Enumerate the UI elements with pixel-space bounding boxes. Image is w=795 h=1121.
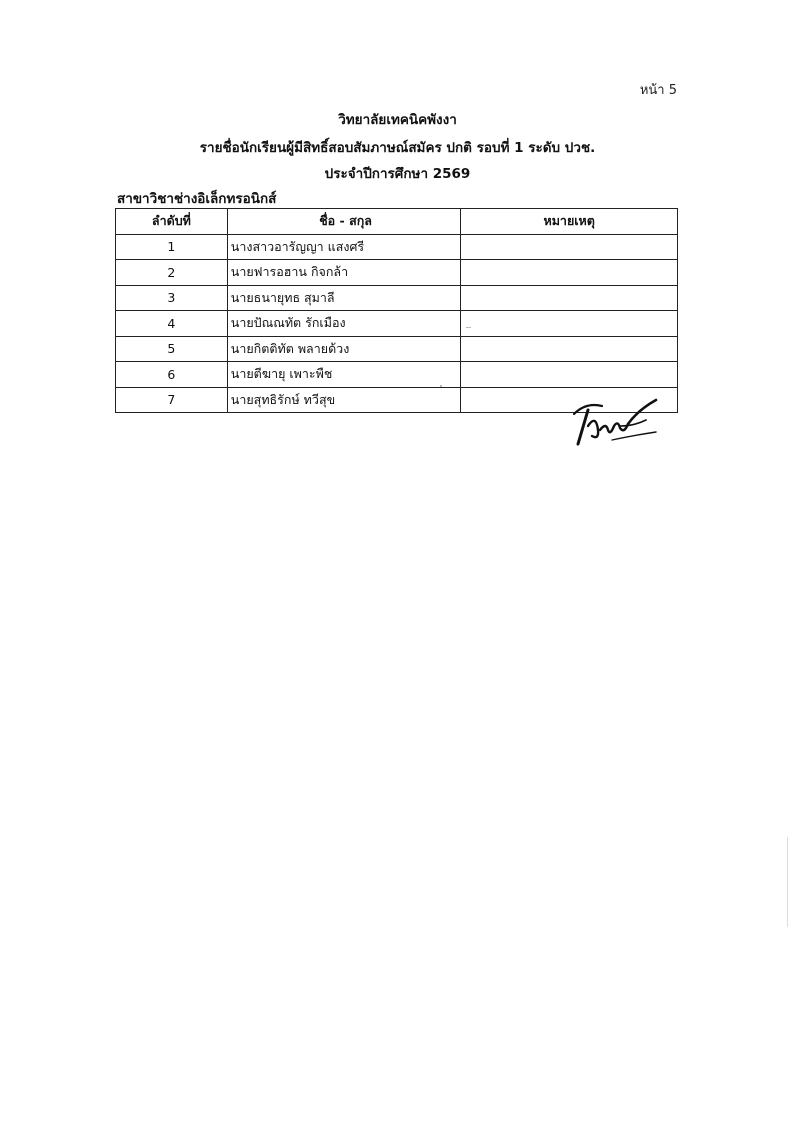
table-row (116, 234, 678, 260)
row-note (461, 260, 678, 286)
table-row (116, 311, 678, 337)
row-name: นายตีฆายุ เพาะพืช (227, 362, 461, 388)
row-number: 5 (116, 336, 228, 362)
row-note (461, 362, 678, 388)
column-header-note: หมายเหตุ (461, 209, 678, 235)
table-header-row (116, 209, 678, 235)
row-name: นายธนายุทธ สุมาลี (227, 285, 461, 311)
row-number: 7 (116, 387, 228, 413)
row-number: 3 (116, 285, 228, 311)
table-row (116, 336, 678, 362)
row-number: 1 (116, 234, 228, 260)
academic-year-title: ประจำปีการศึกษา 2569 (324, 166, 471, 182)
row-name: นายปัณณทัต รักเมือง (227, 311, 461, 337)
table-row (116, 285, 678, 311)
row-number: 2 (116, 260, 228, 286)
row-note (461, 336, 678, 362)
table-row (116, 260, 678, 286)
row-note (461, 234, 678, 260)
row-name: นายกิตติทัต พลายด้วง (227, 336, 461, 362)
scan-edge-mark (787, 837, 788, 927)
row-note (461, 311, 678, 337)
department-heading: สาขาวิชาช่างอิเล็กทรอนิกส์ (117, 191, 277, 207)
institution-title: วิทยาลัยเทคนิคพังงา (338, 112, 457, 128)
column-header-number: ลำดับที่ (116, 209, 228, 235)
list-title: รายชื่อนักเรียนผู้มีสิทธิ์สอบสัมภาษณ์สมัคร ปกติ รอบที่ 1 ระดับ ปวช. (199, 140, 596, 156)
row-name: นางสาวอารัญญา แสงศรี (227, 234, 461, 260)
page-number: หน้า 5 (639, 83, 677, 98)
row-name: นายสุทธิรักษ์ ทวีสุข (227, 387, 461, 413)
row-number: 4 (116, 311, 228, 337)
scan-mark (466, 327, 471, 328)
row-number: 6 (116, 362, 228, 388)
column-header-name: ชื่อ - สกุล (227, 209, 461, 235)
signature-icon (572, 396, 664, 448)
student-table (115, 208, 678, 413)
scan-mark (440, 385, 442, 387)
row-name: นายฟารอฮาน กิจกล้า (227, 260, 461, 286)
table-row (116, 362, 678, 388)
row-note (461, 285, 678, 311)
